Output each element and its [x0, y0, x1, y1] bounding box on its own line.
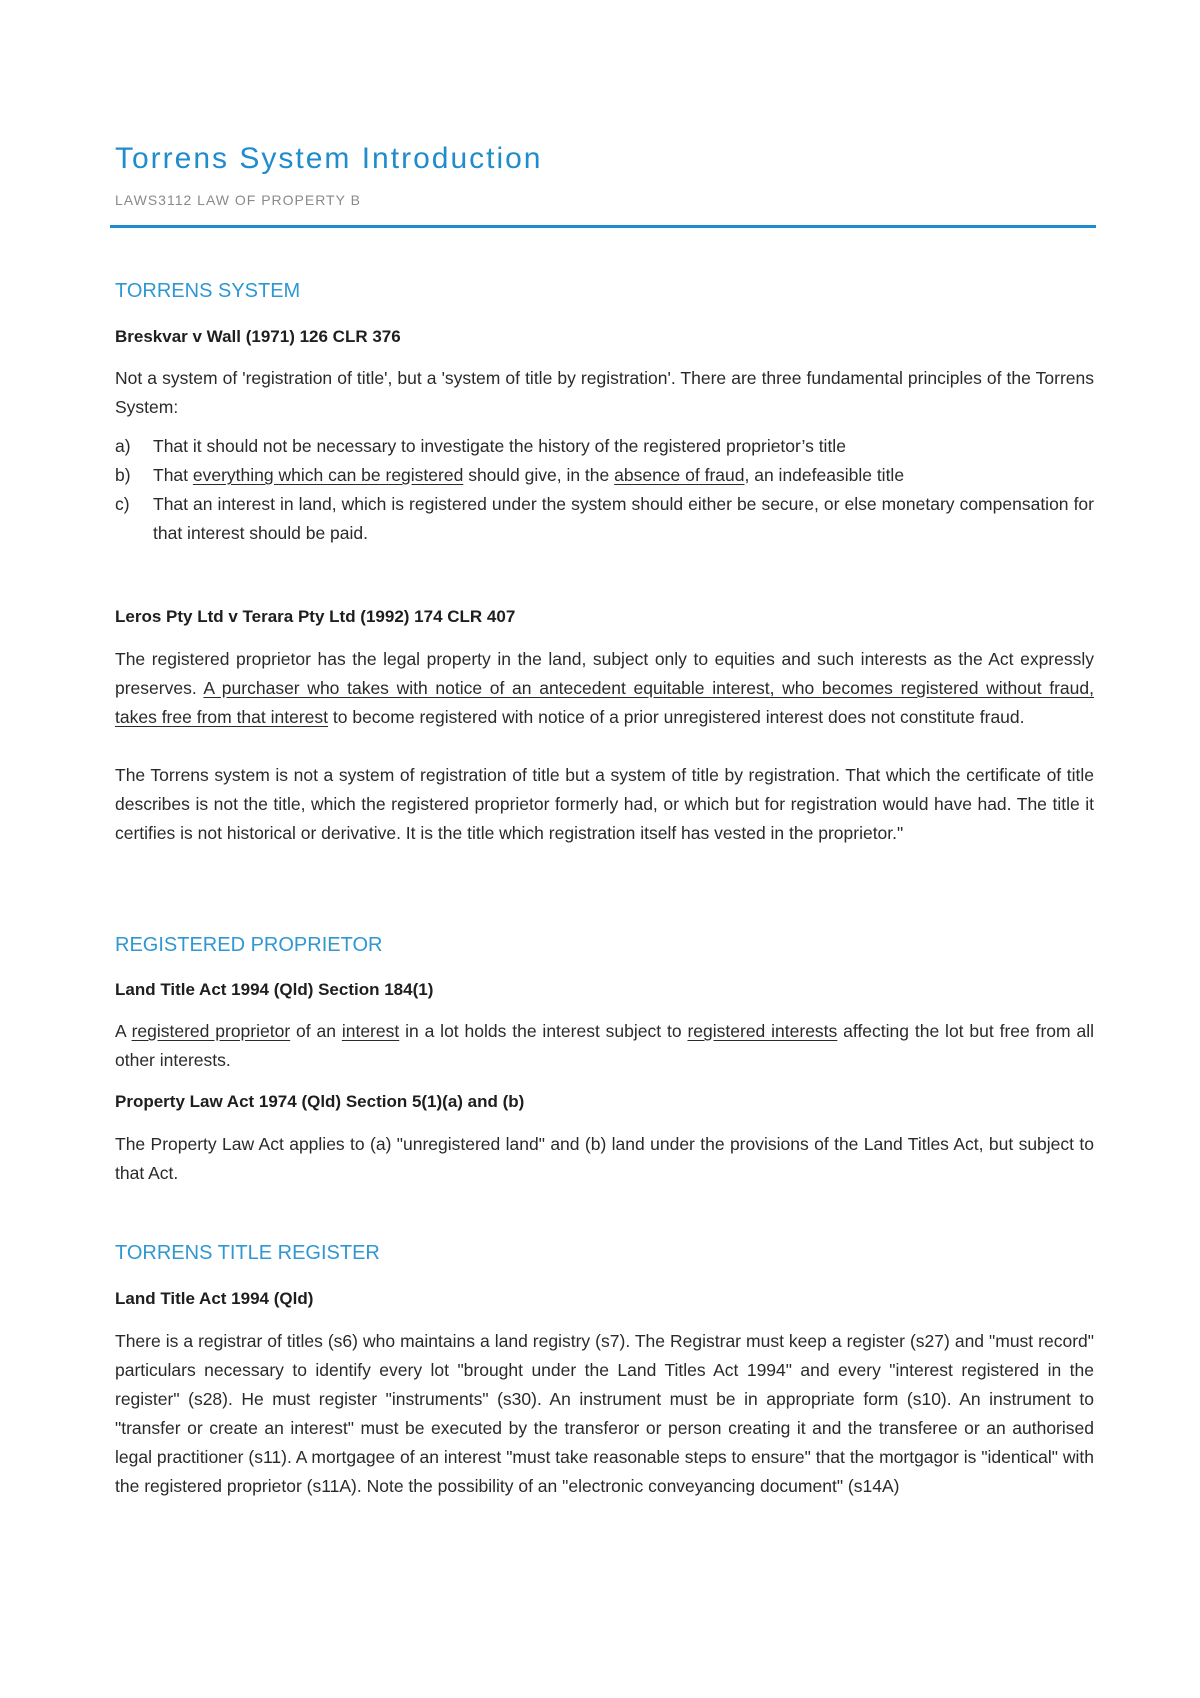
- list-item-text: That it should not be necessary to investigate the history of the registered proprietor’s title: [153, 436, 846, 456]
- underlined-phrase: everything which can be registered: [192, 465, 464, 485]
- text-run: affecting the lot but free from all other interests.: [115, 1021, 1094, 1070]
- paragraph-leros: [115, 645, 1094, 732]
- list-marker: a): [115, 436, 131, 456]
- section-heading-torrens-title-register: TORRENS TITLE REGISTER: [115, 1242, 380, 1264]
- list-item: [115, 461, 1094, 490]
- document-title: Torrens System Introduction: [115, 142, 543, 175]
- section-heading-torrens-system: TORRENS SYSTEM: [115, 280, 301, 302]
- text-run: A: [115, 1021, 132, 1041]
- text-run: in a lot holds the interest subject to: [399, 1021, 688, 1041]
- paragraph-torrens-title: The Torrens system is not a system of registration of title but a system of title by registration. That which the certificate of title describes is not the title, which the registered proprietor formerly had, or which but for registration would have had. The title it certifies is not historical or derivative. It is the title which registration itself has vested in the proprietor.": [115, 765, 1094, 843]
- underlined-phrase: interest: [341, 1021, 400, 1041]
- underlined-phrase: registered interests: [687, 1021, 838, 1041]
- case-heading-leros: Leros Pty Ltd v Terara Pty Ltd (1992) 174 CLR 407: [115, 607, 516, 626]
- paragraph-s184: [115, 1017, 1094, 1075]
- principles-list: [115, 432, 1094, 548]
- text-run: of an: [290, 1021, 342, 1041]
- case-heading-breskvar: Breskvar v Wall (1971) 126 CLR 376: [115, 327, 401, 346]
- section-heading-registered-proprietor: REGISTERED PROPRIETOR: [115, 934, 383, 956]
- case-heading-s184: Land Title Act 1994 (Qld) Section 184(1): [115, 980, 434, 999]
- text-run: That: [153, 465, 193, 485]
- document-subtitle: LAWS3112 LAW OF PROPERTY B: [115, 192, 361, 208]
- text-run: should give, in the: [463, 465, 615, 485]
- text-run: , an indefeasible title: [744, 465, 905, 485]
- list-item: [115, 490, 1094, 548]
- list-marker: c): [115, 494, 130, 514]
- list-item-text: [153, 465, 904, 485]
- case-heading-s5: Property Law Act 1974 (Qld) Section 5(1)(a) and (b): [115, 1092, 525, 1111]
- underlined-phrase: A purchaser who takes with notice of an antecedent equitable interest, who becomes registered without fraud, takes free from that interest: [115, 678, 1094, 727]
- underlined-phrase: registered proprietor: [131, 1021, 291, 1041]
- underlined-phrase: absence of fraud: [614, 465, 745, 485]
- text-run: to become registered with notice of a prior unregistered interest does not constitute fraud.: [328, 707, 1025, 727]
- paragraph-breskvar: Not a system of 'registration of title', but a 'system of title by registration'. There are three fundamental principles of the Torrens System:: [115, 368, 1094, 417]
- text-run: The registered proprietor has the legal property in the land, subject only to equities and such interests as the Act expressly preserves.: [115, 649, 1094, 698]
- title-divider: [110, 225, 1096, 228]
- list-item-text: That an interest in land, which is registered under the system should either be secure, or else monetary compensation for that interest should be paid.: [153, 494, 1094, 543]
- paragraph-registrar: There is a registrar of titles (s6) who maintains a land registry (s7). The Registrar must keep a register (s27) and "must record" particulars necessary to identify every lot "brought under the Land Titles Act 1994" and every "interest registered in the register" (s28). He must register "instruments" (s30). An instrument must be in appropriate form (s10). An instrument to "transfer or create an interest" must be executed by the transferor or person creating it and the transferee or an authorised legal practitioner (s11). A mortgagee of an interest "must take reasonable steps to ensure" that the mortgagor is "identical" with the registered proprietor (s11A). Note the possibility of an "electronic conveyancing document" (s14A): [115, 1331, 1094, 1496]
- list-marker: b): [115, 465, 131, 485]
- paragraph-s5: The Property Law Act applies to (a) "unregistered land" and (b) land under the provisions of the Land Titles Act, but subject to that Act.: [115, 1134, 1094, 1183]
- case-heading-land-title-act: Land Title Act 1994 (Qld): [115, 1289, 314, 1308]
- list-item: [115, 432, 1094, 461]
